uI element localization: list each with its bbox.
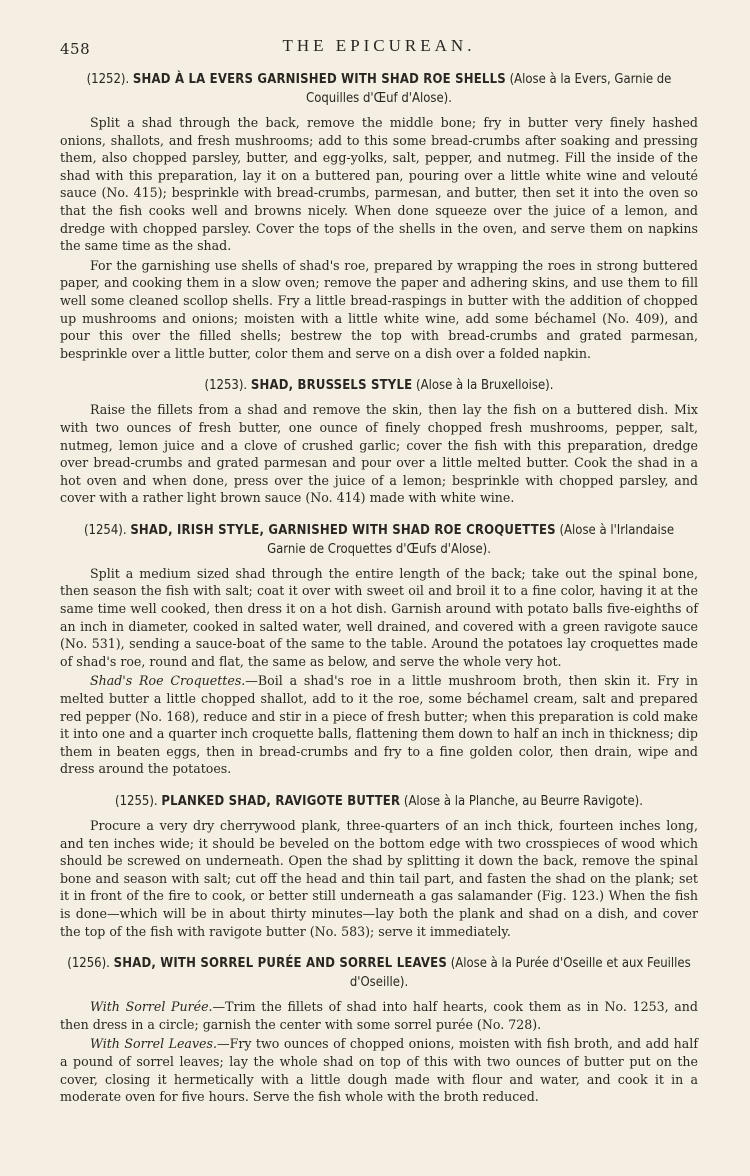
paragraph-lead: With Sorrel Purée. <box>90 999 213 1015</box>
paragraph-text: Raise the fillets from a shad and remove the skin, then lay the fish on a buttered dish. Mix with two ounces of fresh butter, one ounce of finely chopped fresh mushrooms, pepper, salt, nutmeg, lemon juice and a clove of crushed garlic; cover the fish with this preparation, dredge over bread-crumbs and grated parmesan and pour over a little melted butter. Cook the shad in a hot oven and when done, press over the juice of a lemon; besprinkle with chopped parsley, and cover with a rather light brown sauce (No. 414) made with white wine. <box>60 402 698 506</box>
recipe-title: PLANKED SHAD, RAVIGOTE BUTTER <box>161 794 401 809</box>
recipe-number: (1253). <box>204 378 248 394</box>
recipe-french-title: (Alose à la Planche, au Beurre Ravigote). <box>403 794 643 809</box>
recipe-heading <box>60 521 698 559</box>
paragraph-text: —Fry two ounces of chopped onions, moisten with fish broth, and add half a pound of sorrel leaves; lay the whole shad on top of this with two ounces of butter put on the cover, closing it hermetically with a little dough made with flour and water, and cook it in a moderate oven for five hours. Serve the fish whole with the broth reduced. <box>60 1036 698 1105</box>
recipe-1253 <box>60 376 698 507</box>
recipe-paragraph <box>60 401 698 507</box>
recipe-paragraph <box>60 817 698 940</box>
recipe-number: (1254). <box>83 522 127 538</box>
paragraph-text: Split a medium sized shad through the entire length of the back; take out the spinal bone, then season the fish with salt; coat it over with sweet oil and broil it to a fine color, having it at the same time well cooked, then dress it on a hot dish. Garnish around with potato balls five-eighths of an inch in diameter, cooked in salted water, well drained, and covered with a green ravigote sauce (No. 531), sending a sauce-boat of the same to the table. Around the potatoes lay croquettes made of shad's roe, round and flat, the same as below, and serve the whole very hot. <box>60 565 698 669</box>
recipe-paragraph <box>60 114 698 255</box>
recipe-french-title: (Alose à la Purée d'Oseille et aux Feuilles d'Oseille). <box>349 956 691 991</box>
recipe-1256 <box>60 954 698 1106</box>
recipe-heading <box>60 376 698 395</box>
paragraph-lead: Shad's Roe Croquettes. <box>90 673 246 689</box>
recipe-paragraph <box>60 672 698 778</box>
recipe-french-title: (Alose à l'Irlandaise Garnie de Croquettes d'Œufs d'Alose). <box>267 522 675 557</box>
recipe-number: (1252). <box>86 72 130 87</box>
recipe-1254 <box>60 521 698 778</box>
recipe-french-title: (Alose à la Bruxelloise). <box>416 378 554 394</box>
recipe-number: (1256). <box>67 956 110 972</box>
paragraph-text: —Trim the fillets of shad into half hearts, cook them as in No. 1253, and then dress in a circle; garnish the center with some sorrel purée (No. 728). <box>60 999 698 1032</box>
recipe-french-title: (Alose à la Evers, Garnie de Coquilles d'Œuf d'Alose). <box>306 72 672 106</box>
paragraph-text: For the garnishing use shells of shad's roe, prepared by wrapping the roes in strong buttered paper, and cooking them in a slow oven; remove the paper and adhering skins, and use them to fill well some cleaned scollop shells. Fry a little bread-raspings in butter with the addition of chopped up mushrooms and onions; moisten with a little white wine, add some béchamel (No. 409), and pour this over the filled shells; bestrew the top with bread-crumbs and grated parmesan, besprinkle over a little butter, color them and serve on a dish over a folded napkin. <box>60 257 698 361</box>
recipe-paragraph <box>60 1035 698 1105</box>
recipe-paragraph <box>60 565 698 671</box>
recipe-number: (1255). <box>115 794 158 809</box>
recipe-title: SHAD, BRUSSELS STYLE <box>250 378 413 394</box>
paragraph-lead: With Sorrel Leaves. <box>90 1036 217 1052</box>
running-head <box>60 34 698 62</box>
paragraph-text: Procure a very dry cherrywood plank, three-quarters of an inch thick, fourteen inches long, and ten inches wide; it should be beveled on the bottom edge with two crosspieces of wood which should be screwed on underneath. Open the shad by splitting it down the back, remove the spinal bone and season with salt; cut off the head and thin tail part, and fasten the shad on the plank; set it in front of the fire to cook, or better still underneath a gas salamander (Fig. 123.) When the fish is done—which will be in about thirty minutes—lay both the plank and shad on a dish, and cover the top of the fish with ravigote butter (No. 583); serve it immediately. <box>60 818 698 939</box>
recipe-paragraph <box>60 257 698 363</box>
recipe-1255 <box>60 792 698 940</box>
recipe-heading <box>60 954 698 992</box>
paragraph-text: —Boil a shad's roe in a little mushroom broth, then skin it. Fry in melted butter a little chopped shallot, add to it the roe, some béchamel cream, salt and prepared red pepper (No. 168), reduce and stir in a piece of fresh butter; when this preparation is cold make it into one and a quarter inch croquette balls, flattening them down to half an inch in thickness; dip them in beaten eggs, then in bread-crumbs and fry to a fine golden color, then drain, wipe and dress around the potatoes. <box>60 673 698 777</box>
page-number: 458 <box>60 40 91 58</box>
book-title: THE EPICUREAN. <box>282 36 476 55</box>
recipe-1252 <box>60 70 698 362</box>
recipe-title: SHAD À LA EVERS GARNISHED WITH SHAD ROE SHELLS <box>132 72 506 87</box>
recipe-title: SHAD, IRISH STYLE, GARNISHED WITH SHAD ROE CROQUETTES <box>130 522 556 538</box>
recipe-title: SHAD, WITH SORREL PURÉE AND SORREL LEAVES <box>113 956 447 972</box>
recipe-heading <box>60 792 698 811</box>
paragraph-text: Split a shad through the back, remove the middle bone; fry in butter very finely hashed onions, shallots, and fresh mushrooms; add to this some bread-crumbs after soaking and pressing them, also chopped parsley, butter, and egg-yolks, salt, pepper, and nutmeg. Fill the inside of the shad with this preparation, lay it on a buttered pan, pouring over a little white wine and velouté sauce (No. 415); besprinkle with bread-crumbs, parmesan, and butter, then set it into the oven so that the fish cooks well and browns nicely. When done squeeze over the juice of a lemon, and dredge with chopped parsley. Cover the tops of the shells in the oven, and serve them on napkins the same time as the shad. <box>60 115 698 254</box>
recipe-heading <box>60 70 698 108</box>
recipe-paragraph <box>60 998 698 1033</box>
